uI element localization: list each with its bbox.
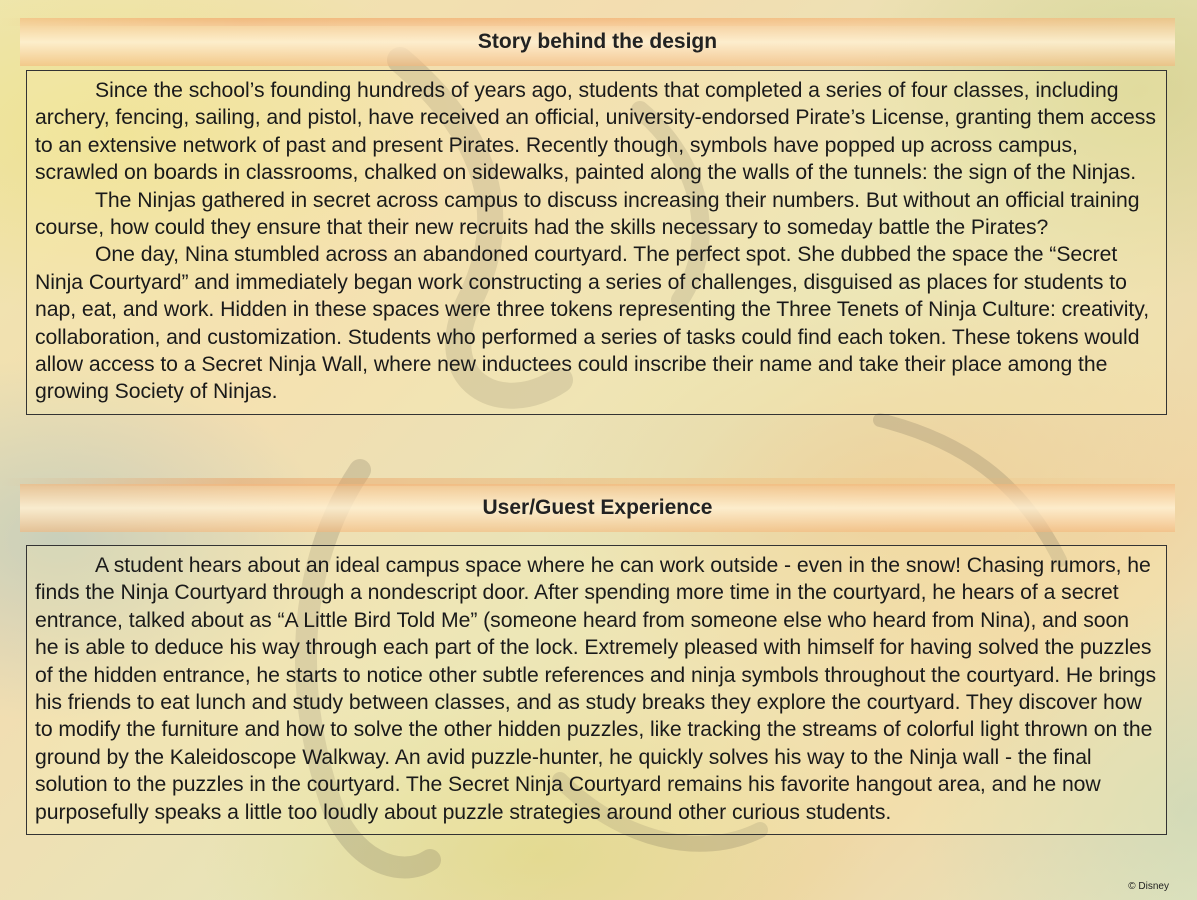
story-paragraph: The Ninjas gathered in secret across campus to discuss increasing their numbers. But without an official training course, how could they ensure that their new recruits had the skills necessary to someday battle the Pirates? (35, 188, 1140, 240)
experience-title-band (20, 484, 1175, 532)
experience-title: User/Guest Experience (482, 496, 713, 519)
story-title-band (20, 18, 1175, 66)
story-text-box (26, 70, 1167, 415)
copyright-notice: © Disney (1128, 881, 1169, 892)
experience-paragraph: A student hears about an ideal campus space where he can work outside - even in the snow! Chasing rumors, he finds the Ninja Courtyard through a nondescript door. After spending more time in the courtyard, he hears of a secret entrance, talked about as “A Little Bird Told Me” (someone heard from someone else who heard from Nina), and soon he is able to deduce his way through each part of the lock. Extremely pleased with himself for having solved the puzzles of the hidden entrance, he starts to notice other subtle references and ninja symbols throughout the courtyard. He brings his friends to eat lunch and study between classes, and as study breaks they explore the courtyard. They discover how to modify the furniture and how to solve the other hidden puzzles, like tracking the streams of colorful light thrown on the ground by the Kaleidoscope Walkway. An avid puzzle-hunter, he quickly solves his way to the Ninja wall - the final solution to the puzzles in the courtyard. The Secret Ninja Courtyard remains his favorite hangout area, and he now purposefully speaks a little too loudly about puzzle strategies around other curious students. (35, 554, 1157, 824)
experience-text-box (26, 545, 1167, 835)
story-title: Story behind the design (477, 30, 718, 53)
story-paragraph: One day, Nina stumbled across an abandoned courtyard. The perfect spot. She dubbed the space the “Secret Ninja Courtyard” and immediately began work constructing a series of challenges, disguised as places for students to nap, eat, and work. Hidden in these spaces were three tokens representing the Three Tenets of Ninja Culture: creativity, collaboration, and customization. Students who performed a series of tasks could find each token. These tokens would allow access to a Secret Ninja Wall, where new inductees could inscribe their name and take their place among the growing Society of Ninjas. (35, 243, 1150, 404)
story-paragraph: Since the school’s founding hundreds of years ago, students that completed a series of four classes, including archery, fencing, sailing, and pistol, have received an official, university-endorsed Pirate’s License, granting them access to an extensive network of past and present Pirates. Recently though, symbols have popped up across campus, scrawled on boards in classrooms, chalked on sidewalks, painted along the walls of the tunnels: the sign of the Ninjas. (35, 79, 1156, 185)
